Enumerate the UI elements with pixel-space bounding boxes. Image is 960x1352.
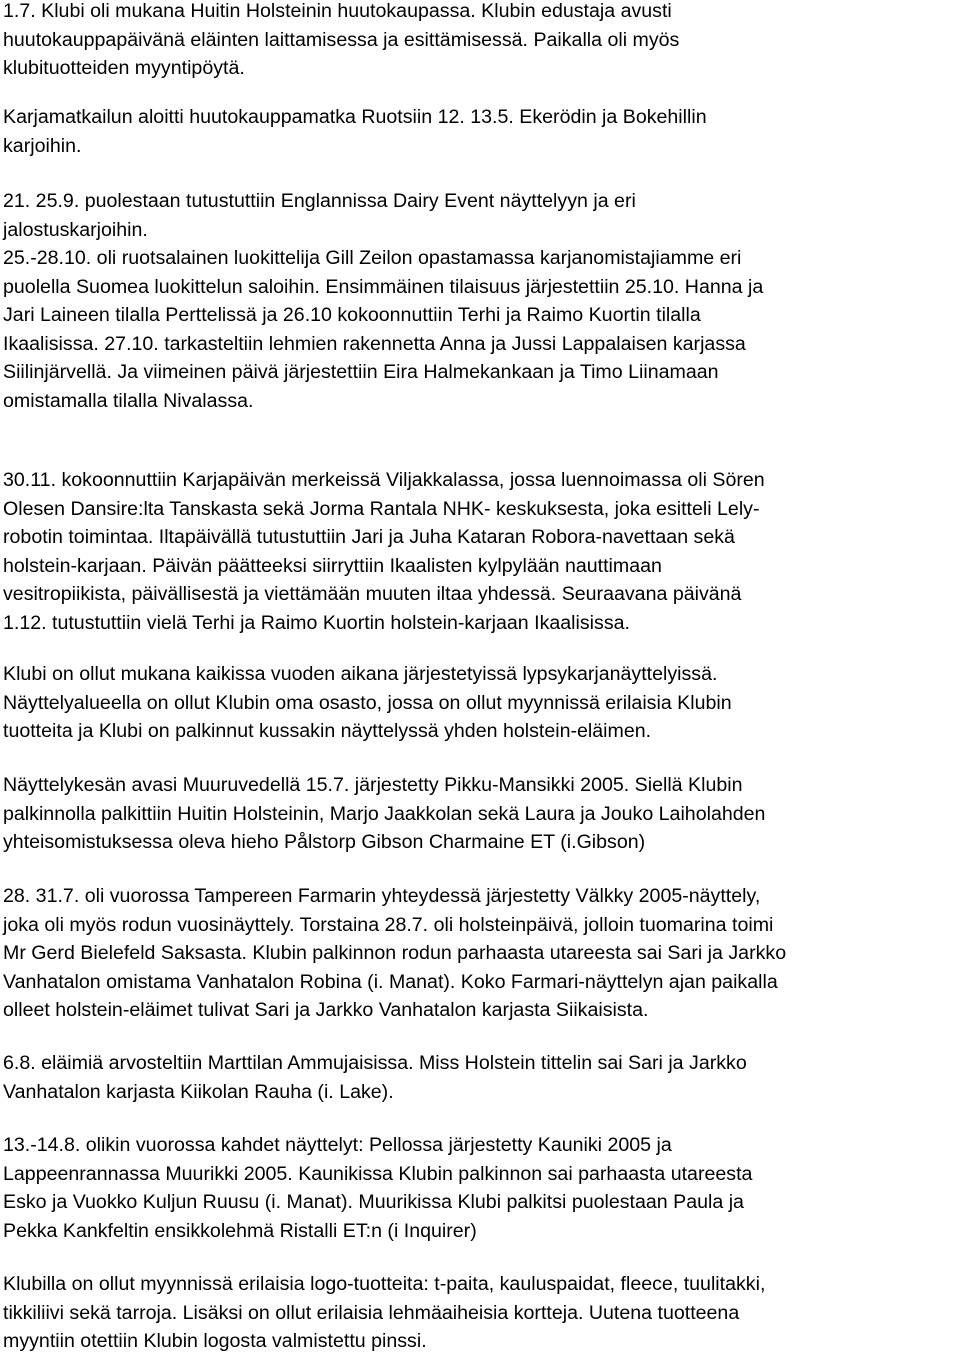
paragraph-karjapaiva [3,466,765,638]
text-line: Esko ja Vuokko Kuljun Ruusu (i. Manat). Muurikissa Klubi palkitsi puolestaan Paula ja [3,1191,744,1214]
text-line: Olesen Dansire:lta Tanskasta sekä Jorma Rantala NHK- keskuksesta, joka esitteli Lely- [3,497,760,520]
text-line: Pekka Kankfeltin ensikkolehmä Ristalli ET:n (i Inquirer) [3,1219,477,1242]
text-line: palkinnolla palkittiin Huitin Holsteinin, Marjo Jaakkolan sekä Laura ja Jouko Laiholahden [3,802,766,825]
text-line: Siilinjärvellä. Ja viimeinen päivä järjestettiin Eira Halmekankaan ja Timo Liinamaan [3,361,719,384]
text-line: 6.8. eläimiä arvosteltiin Marttilan Ammujaisissa. Miss Holstein tittelin sai Sari ja Jarkko [3,1052,747,1074]
text-line: vesitropiikista, päivällisestä ja viettämään muuten iltaa yhdessä. Seuraavana päivänä [3,583,742,606]
text-line: olleet holstein-eläimet tulivat Sari ja Jarkko Vanhatalon karjasta Siikaisista. [3,999,649,1022]
text-line: tikkiliivi sekä tarroja. Lisäksi on ollut erilaisia lehmäaiheisia kortteja. Uutena tuotteena [3,1301,740,1324]
text-line: jalostuskarjoihin. [3,218,148,241]
text-line: joka oli myös rodun vuosinäyttely. Torstaina 28.7. oli holsteinpäivä, jolloin tuomarina toimi [3,913,774,936]
text-line: omistamalla tilalla Nivalassa. [3,389,254,412]
text-line: 13.-14.8. olikin vuorossa kahdet näyttelyt: Pellossa järjestetty Kauniki 2005 ja [3,1134,672,1156]
paragraph-luokittelija-gill-zeilon [3,244,763,416]
text-line: holstein-karjaan. Päivän päätteeksi siirryttiin Ikaalisten kylpylään nauttimaan [3,554,662,577]
text-line: 28. 31.7. oli vuorossa Tampereen Farmarin yhteydessä järjestetty Välkky 2005-näyttely, [3,885,761,907]
text-line: 1.7. Klubi oli mukana Huitin Holsteinin huutokaupassa. Klubin edustaja avusti [3,0,672,22]
text-line: Klubilla on ollut myynnissä erilaisia logo-tuotteita: t-paita, kauluspaidat, fleece, tuulitakki, [3,1273,766,1295]
text-line: 21. 25.9. puolestaan tutustuttiin Englannissa Dairy Event näyttelyyn ja eri [3,190,636,212]
text-line: Mr Gerd Bielefeld Saksasta. Klubin palkinnon rodun parhaasta utareesta sai Sari ja Jarkko [3,942,787,965]
text-line: tuotteita ja Klubi on palkinnut kussakin näyttelyssä yhden holstein-eläimen. [3,720,652,743]
text-line: Vanhatalon omistama Vanhatalon Robina (i. Manat). Koko Farmari-näyttelyn ajan paikalla [3,970,778,993]
text-line: myyntiin otettiin Klubin logosta valmistettu pinssi. [3,1330,427,1352]
paragraph-lypsykarjanayttelyt [3,660,732,746]
text-line: Lappeenrannassa Muurikki 2005. Kaunikissa Klubin palkinnon sai parhaasta utareesta [3,1162,753,1185]
text-line: 30.11. kokoonnuttiin Karjapäivän merkeissä Viljakkalassa, jossa luennoimassa oli Sören [3,469,765,491]
text-line: puolella Suomea luokittelun saloihin. Ensimmäinen tilaisuus järjestettiin 25.10. Hanna ja [3,275,764,298]
text-line: Klubi on ollut mukana kaikissa vuoden aikana järjestetyissä lypsykarjanäyttelyissä. [3,663,718,685]
text-line: Näyttelyalueella on ollut Klubin oma osasto, jossa on ollut myynnissä erilaisia Klubin [3,691,732,714]
text-line: 1.12. tutustuttiin vielä Terhi ja Raimo Kuortin holstein-karjaan Ikaalisissa. [3,611,630,634]
text-line: huutokauppapäivänä eläinten laittamisessa ja esittämisessä. Paikalla oli myös [3,28,680,51]
text-line: robotin toimintaa. Iltapäivällä tutustuttiin Jari ja Juha Kataran Robora-navettaan sekä [3,526,735,549]
text-line: yhteisomistuksessa oleva hieho Pålstorp Gibson Charmaine ET (i.Gibson) [3,831,646,854]
text-line: Ikaalisissa. 27.10. tarkasteltiin lehmien rakennetta Anna ja Jussi Lappalaisen karjassa [3,332,746,355]
paragraph-logo-tuotteet [3,1270,765,1352]
paragraph-ammujaiset [3,1049,747,1106]
text-line: Jari Laineen tilalla Perttelissä ja 26.10 kokoonnuttiin Terhi ja Raimo Kuortin tilalla [3,304,701,327]
paragraph-kauniki-muurikki [3,1131,752,1245]
text-line: 25.-28.10. oli ruotsalainen luokittelija Gill Zeilon opastamassa karjanomistajiamme eri [3,247,742,269]
text-line: karjoihin. [3,134,82,157]
text-line: Näyttelykesän avasi Muuruvedellä 15.7. järjestetty Pikku-Mansikki 2005. Siellä Klubin [3,774,743,796]
paragraph-pikku-mansikki [3,771,765,857]
text-line: Vanhatalon karjasta Kiikolan Rauha (i. Lake). [3,1080,394,1103]
paragraph-klubi-huutokauppa [3,0,679,83]
paragraph-valkky-2005 [3,882,786,1025]
paragraph-karjamatkailu-ruotsi [3,103,707,160]
text-line: Karjamatkailun aloitti huutokauppamatka Ruotsiin 12. 13.5. Ekerödin ja Bokehillin [3,106,707,128]
text-line: klubituotteiden myyntipöytä. [3,57,245,80]
paragraph-englanti-dairy-event [3,187,636,244]
